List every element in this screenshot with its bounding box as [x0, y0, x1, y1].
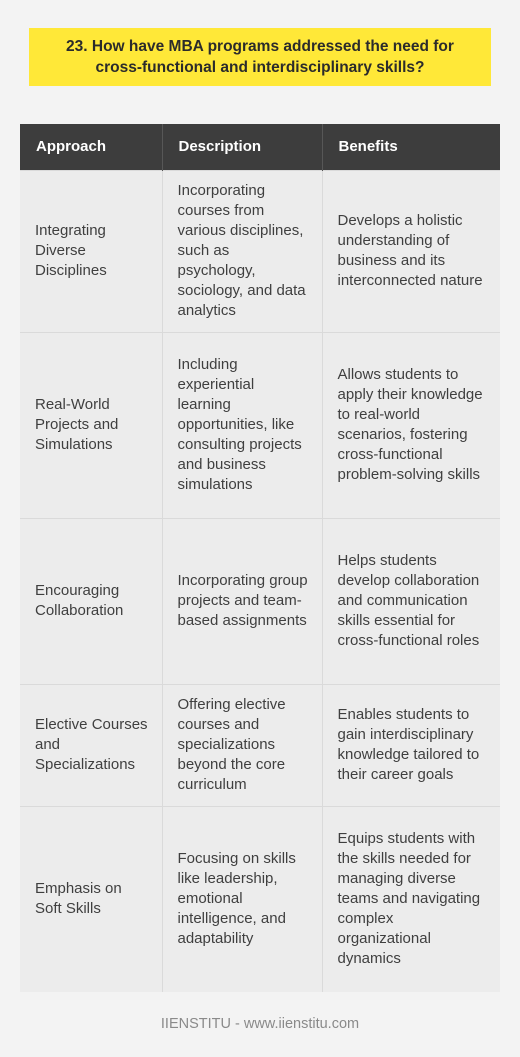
title-banner: [29, 28, 491, 86]
approach-cell: Encouraging Collaboration: [20, 518, 162, 684]
benefits-cell: Equips students with the skills needed for managing diverse teams and navigating complex organizational dynamics: [322, 806, 500, 992]
description-cell: Offering elective courses and specializations beyond the core curriculum: [162, 684, 322, 806]
description-cell: Including experiential learning opportunities, like consulting projects and business simulations: [162, 332, 322, 518]
table-row: [20, 806, 500, 992]
benefits-cell: Develops a holistic understanding of business and its interconnected nature: [322, 170, 500, 332]
header-approach: Approach: [36, 138, 107, 156]
description-cell: Incorporating courses from various disciplines, such as psychology, sociology, and data analytics: [162, 170, 322, 332]
table-row: [20, 684, 500, 806]
description-cell: Focusing on skills like leadership, emotional intelligence, and adaptability: [162, 806, 322, 992]
approach-cell: Elective Courses and Specializations: [20, 684, 162, 806]
description-cell: Incorporating group projects and team-based assignments: [162, 518, 322, 684]
approaches-table: [20, 124, 500, 992]
page-title: 23. How have MBA programs addressed the need for cross-functional and interdisciplinary skills?: [66, 38, 454, 76]
table-header-row: [20, 124, 500, 170]
header-description: Description: [162, 124, 322, 170]
footer-credit: IIENSTITU - www.iienstitu.com: [160, 1016, 360, 1032]
benefits-cell: Allows students to apply their knowledge to real-world scenarios, fostering cross-functional problem-solving skills: [322, 332, 500, 518]
table-row: [20, 518, 500, 684]
approach-cell: Integrating Diverse Disciplines: [20, 170, 162, 332]
benefits-cell: Helps students develop collaboration and communication skills essential for cross-functional roles: [322, 518, 500, 684]
header-benefits: Benefits: [322, 124, 500, 170]
table-row: [20, 332, 500, 518]
approach-cell: Emphasis on Soft Skills: [20, 806, 162, 992]
approach-cell: Real-World Projects and Simulations: [20, 332, 162, 518]
benefits-cell: Enables students to gain interdisciplinary knowledge tailored to their career goals: [322, 684, 500, 806]
table-row: [20, 170, 500, 332]
